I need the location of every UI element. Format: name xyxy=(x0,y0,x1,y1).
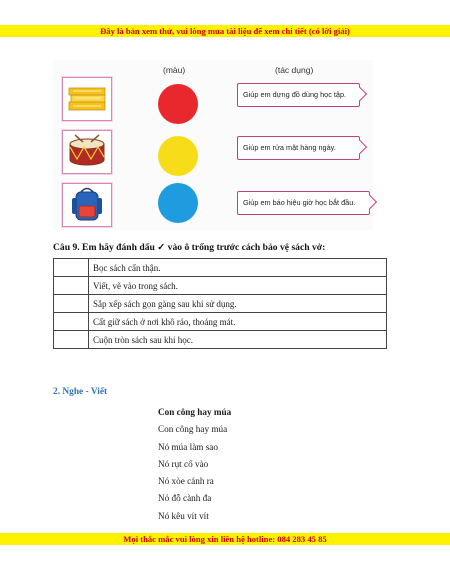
checkbox-cell[interactable] xyxy=(54,331,89,349)
poem-line: Con công hay múa xyxy=(158,424,228,435)
table-row xyxy=(54,313,387,331)
blue-color-dot xyxy=(158,183,198,223)
drum-picture xyxy=(62,130,112,174)
table-row xyxy=(54,259,387,277)
yellow-color-dot xyxy=(158,136,198,176)
poem xyxy=(158,404,231,525)
purpose-label-3: Giúp em báo hiệu giờ học bắt đầu. xyxy=(237,191,370,215)
checkbox-cell[interactable] xyxy=(54,259,89,277)
poem-title: Con công hay múa xyxy=(158,407,232,417)
preview-banner: Đây là bản xem thử, vui lòng mua tài liệu để xem chi tiết (có lời giải) xyxy=(0,25,450,37)
poem-line: Nó rụt cổ vào xyxy=(158,458,209,469)
purpose-label-2: Giúp em rửa mặt hàng ngày. xyxy=(237,136,360,160)
table-row xyxy=(54,331,387,349)
purpose-label-1: Giúp em dựng đồ dùng học tập. xyxy=(237,83,360,107)
question-9-options-table xyxy=(53,258,387,349)
backpack-picture xyxy=(62,183,112,227)
backpack-icon xyxy=(63,184,111,226)
poem-line: Nó đỗ cành đa xyxy=(158,493,212,504)
poem-line: Nó kêu vít vít xyxy=(158,510,209,521)
drum-icon xyxy=(63,131,111,173)
option-text: Bọc sách cẩn thận. xyxy=(89,259,387,277)
books-picture xyxy=(62,77,112,121)
option-text: Cất giữ sách ở nơi khô ráo, thoáng mát. xyxy=(89,313,387,331)
checkbox-cell[interactable] xyxy=(54,295,89,313)
red-color-dot xyxy=(158,84,198,124)
checkbox-cell[interactable] xyxy=(54,277,89,295)
option-text: Cuộn tròn sách sau khi học. xyxy=(89,331,387,349)
books-icon xyxy=(63,78,111,120)
color-column-header: (màu) xyxy=(163,65,186,75)
checkbox-cell[interactable] xyxy=(54,313,89,331)
poem-line: Nó xòe cánh ra xyxy=(158,476,214,487)
table-row xyxy=(54,277,387,295)
poem-line: Nó múa làm sao xyxy=(158,441,218,452)
section-2-heading: 2. Nghe - Viết xyxy=(53,387,108,397)
table-row xyxy=(54,295,387,313)
option-text: Viết, vẽ vào trong sách. xyxy=(89,277,387,295)
question-9-title: Câu 9. Em hãy đánh dấu ✓ vào ô trống trước cách bảo vệ sách vở: xyxy=(53,242,326,253)
purpose-column-header: (tác dụng) xyxy=(275,65,314,75)
hotline-banner: Mọi thắc mắc vui lòng xin liên hệ hotline: 084 283 45 85 xyxy=(0,533,450,545)
option-text: Sắp xếp sách gọn gàng sau khi sử dụng. xyxy=(89,295,387,313)
